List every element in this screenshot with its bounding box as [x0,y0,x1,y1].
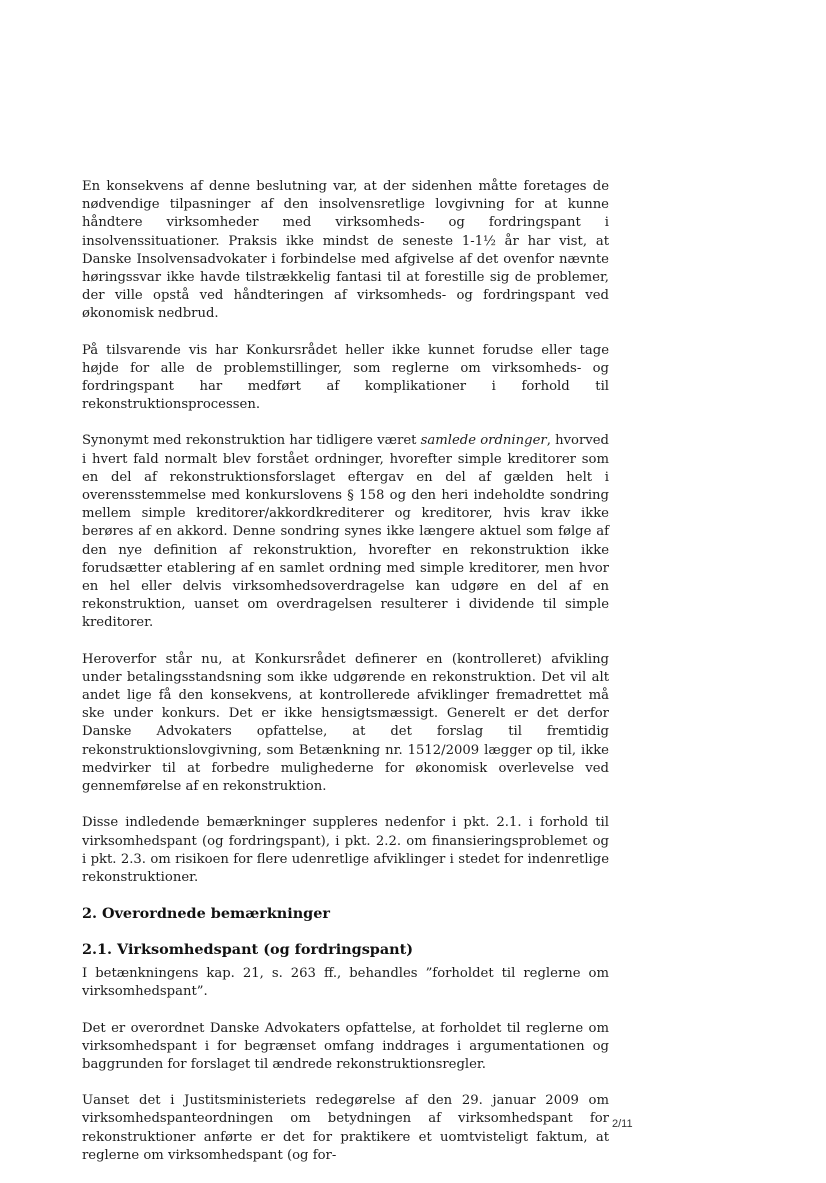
paragraph-text: Synonymt med rekonstruktion har tidligere været [82,433,421,449]
paragraph: På tilsvarende vis har Konkursrådet heller ikke kunnet forudse eller tage højde for alle de problemstillinger, som reglerne om virksomheds- og fordringspant har medført af komplikationer i forhold til rekonstruktionsprocessen. [82,342,609,413]
emphasis-text: samlede ordninger [420,433,547,449]
page-number: 2/11 [612,1118,633,1130]
subsection-heading: 2.1. Virksomhedspant (og fordringspant) [82,941,414,959]
paragraph: Disse indledende bemærkninger suppleres nedenfor i pkt. 2.1. i forhold til virksomhedspant (og fordringspant), i pkt. 2.2. om finansieringsproblemet og i pkt. 2.3. om risikoen for flere udenretlige afviklinger i stedet for indenretlige rekonstruktioner. [82,815,609,885]
paragraph: I betænkningens kap. 21, s. 263 ff., behandles ”forholdet til reglerne om virksomhedspant”. [82,966,609,1000]
paragraph: Heroverfor står nu, at Konkursrådet definerer en (kontrolleret) afvikling under betalingsstandsning som ikke udgørende en rekonstruktion. Det vil alt andet lige få den konsekvens, at kontrollerede afviklinger fremadrettet må ske under konkurs. Det er ikke hensigtsmæssigt. Generelt er det derfor Danske Advokaters opfattelse, at det forslag til fremtidig rekonstruktionslovgivning, som Betænkning nr. 1512/2009 lægger op til, ikke medvirker til at forbedre mulighederne for økonomisk overlevelse ved gennemførelse af en rekonstruktion. [82,651,609,795]
paragraph: En konsekvens af denne beslutning var, at der sidenhen måtte foretages de nødvendige tilpasninger af den insolvensretlige lovgivning for at kunne håndtere virksomheder med virksomheds- og fordringspant i insolvenssituationer. Praksis ikke mindst de seneste 1-1½ år har vist, at Danske Insolvensadvokater i forbindelse med afgivelse af det ovenfor nævnte høringssvar ikke havde tilstrækkelig fantasi til at forestille sig de problemer, der ville opstå ved håndteringen af virksomheds- og fordringspant ved økonomisk nedbrud. [82,179,609,322]
paragraph-text: , hvorved i hvert fald normalt blev forstået ordninger, hvorefter simple kreditorer som en del af rekonstruktionsforslaget eftergav en del af gælden helt i overensstemmelse med konkurslovens § 158 og den heri indeholdte sondring mellem simple kreditorer/akkordkrediterer og kreditorer, hvis krav ikke berøres af en akkord. Denne sondring synes ikke længere aktuel som følge af den nye definition af rekonstruktion, hvorefter en rekonstruktion ikke forudsætter etablering af en samlet ordning med simple kreditorer, men hvor en hel eller delvis virksomhedsoverdragelse kan udgøre en del af en rekonstruktion, uanset om overdragelsen resulterer i dividende til simple kreditorer. [82,433,609,631]
paragraph: Det er overordnet Danske Advokaters opfattelse, at forholdet til reglerne om virksomhedspant i for begrænset omfang inddrages i argumentationen og baggrunden for forslaget til ændrede rekonstruktionsregler. [82,1020,609,1072]
document-body [82,178,609,1183]
section-heading: 2. Overordnede bemærkninger [82,905,330,923]
paragraph-synonym [82,432,609,632]
paragraph: Uanset det i Justitsministeriets redegørelse af den 29. januar 2009 om virksomhedspanteordningen om betydningen af virksomhedspant for rekonstruktioner anførte er det for praktikere et uomtvisteligt faktum, at reglerne om virksomhedspant (og for- [82,1093,609,1163]
